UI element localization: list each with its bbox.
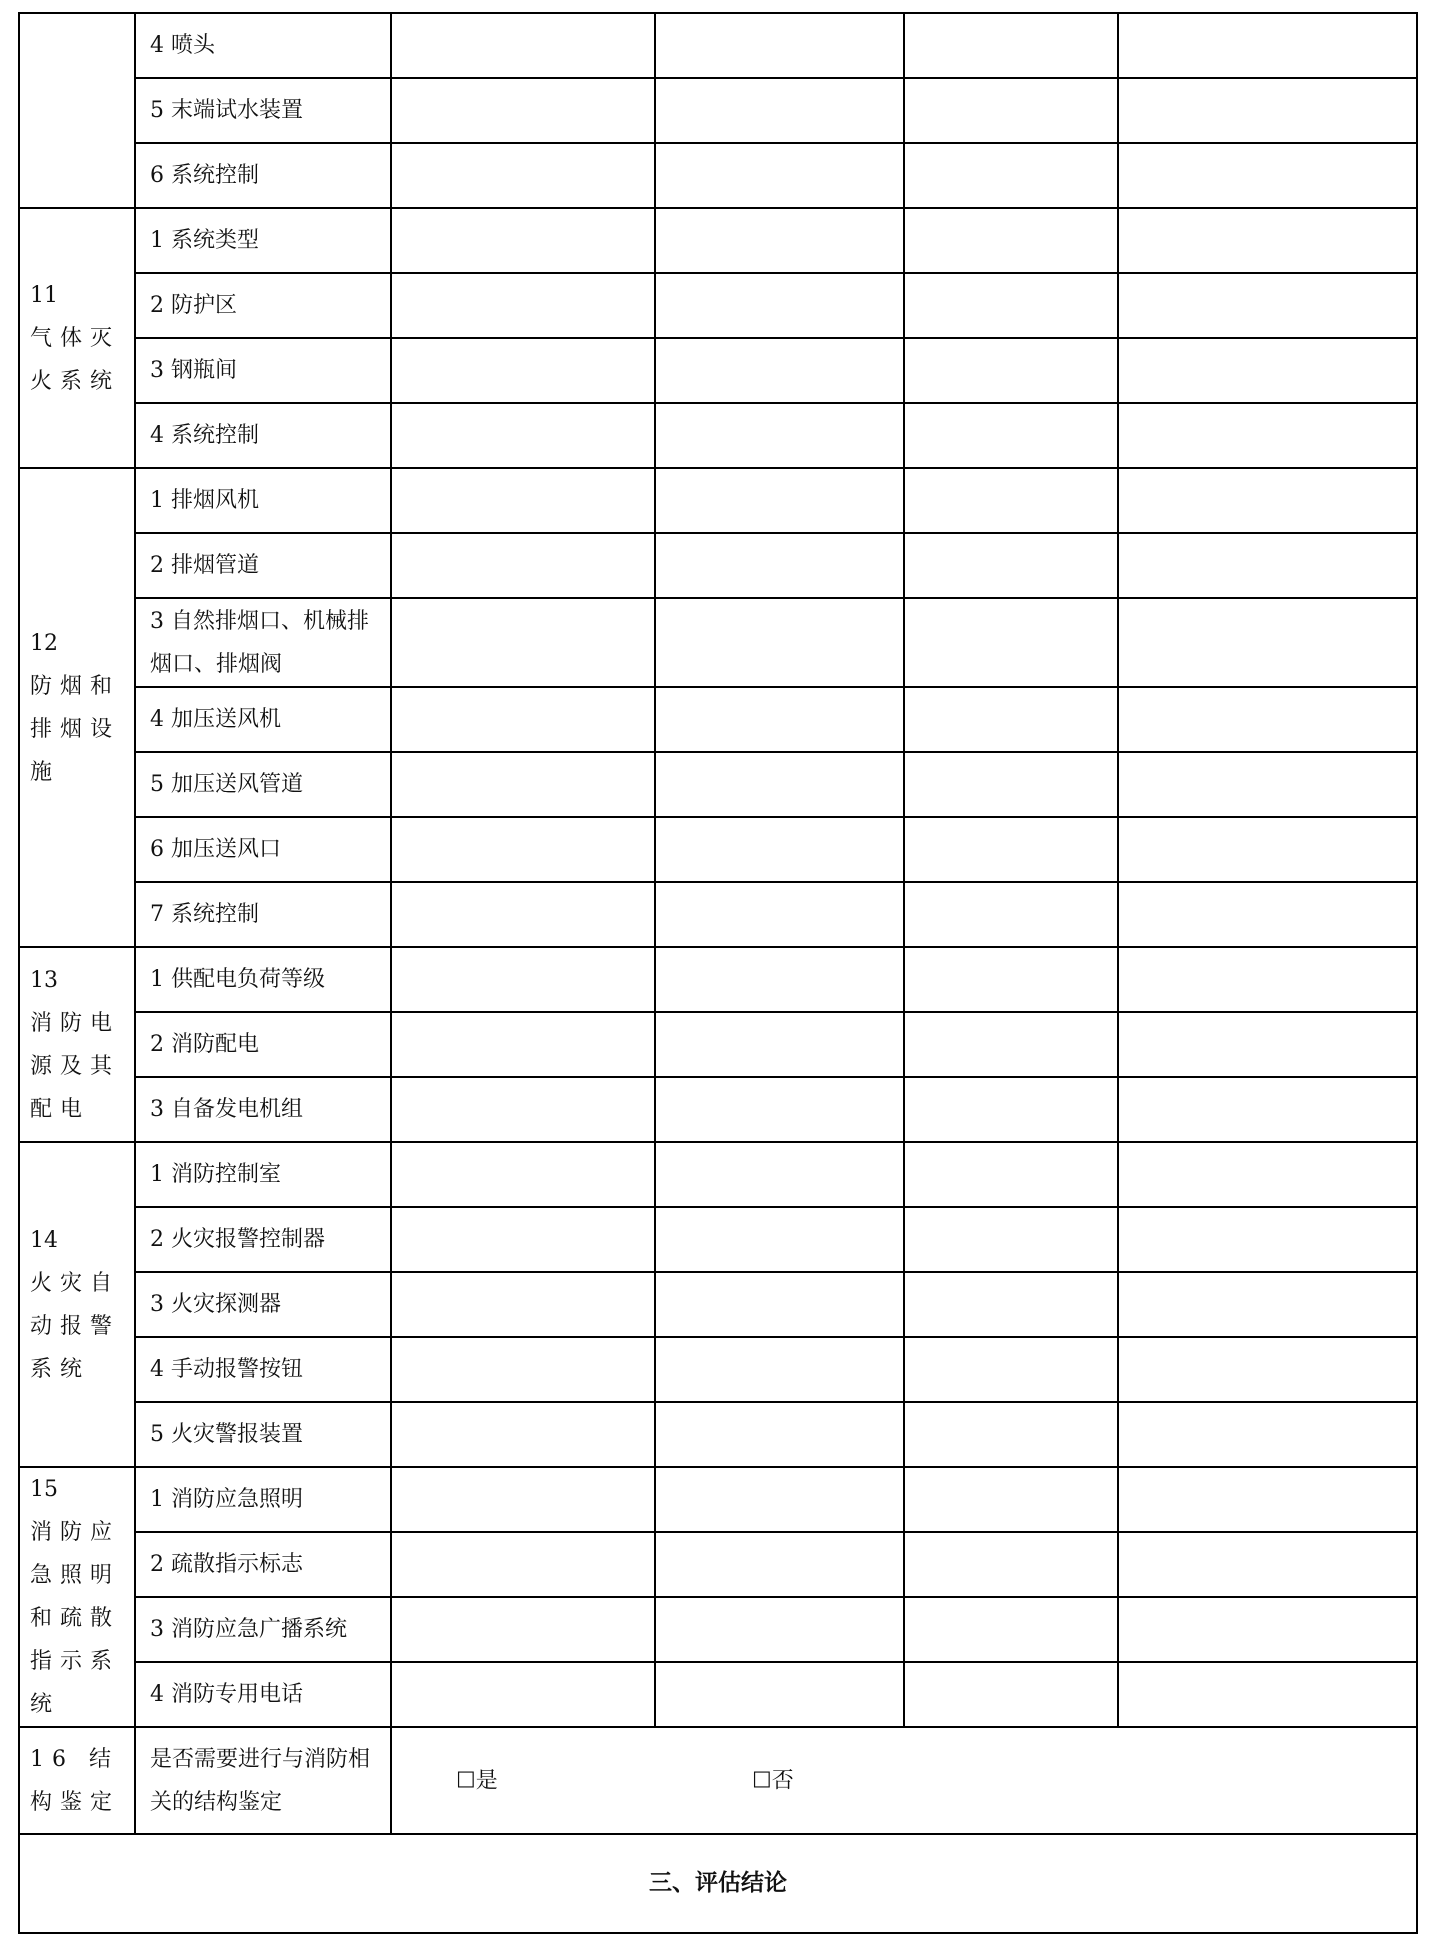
category-title: 气体灭火系统 (30, 325, 121, 394)
table-row (19, 1467, 1417, 1532)
result-cell[interactable] (1118, 143, 1417, 208)
result-cell[interactable] (655, 273, 904, 338)
table-row (19, 882, 1417, 947)
item-label: 4 消防专用电话 (135, 1662, 391, 1727)
category-title: 消防应急照明和疏散指示系统 (30, 1520, 121, 1717)
result-cell[interactable] (1118, 1207, 1417, 1272)
result-cell[interactable] (391, 1597, 655, 1662)
item-label: 7 系统控制 (135, 882, 391, 947)
result-cell[interactable] (391, 1402, 655, 1467)
result-cell[interactable] (391, 598, 655, 687)
item-label: 2 火灾报警控制器 (135, 1207, 391, 1272)
result-cell[interactable] (655, 687, 904, 752)
item-label: 1 消防控制室 (135, 1142, 391, 1207)
result-cell[interactable] (1118, 1532, 1417, 1597)
result-cell[interactable] (391, 468, 655, 533)
table-row (19, 817, 1417, 882)
result-cell[interactable] (904, 1012, 1118, 1077)
result-cell[interactable] (655, 533, 904, 598)
result-cell[interactable] (904, 338, 1118, 403)
result-cell[interactable] (1118, 1012, 1417, 1077)
result-cell[interactable] (904, 1532, 1118, 1597)
table-row (19, 1077, 1417, 1142)
result-cell[interactable] (904, 598, 1118, 687)
table-row (19, 947, 1417, 1012)
result-cell[interactable] (1118, 78, 1417, 143)
result-cell[interactable] (904, 1662, 1118, 1727)
result-cell[interactable] (655, 1272, 904, 1337)
result-cell[interactable] (391, 13, 655, 78)
result-cell[interactable] (1118, 817, 1417, 882)
result-cell[interactable] (904, 1207, 1118, 1272)
table-body (19, 13, 1417, 1933)
result-cell[interactable] (655, 882, 904, 947)
result-cell[interactable] (904, 468, 1118, 533)
structural-assessment-row (19, 1727, 1417, 1834)
item-label: 4 手动报警按钮 (135, 1337, 391, 1402)
no-checkbox-option[interactable]: ☐否 (752, 1768, 794, 1793)
item-label: 5 加压送风管道 (135, 752, 391, 817)
table-row (19, 1272, 1417, 1337)
result-cell[interactable] (655, 1337, 904, 1402)
result-cell[interactable] (904, 1597, 1118, 1662)
category-cell (19, 947, 135, 1142)
item-label: 5 火灾警报装置 (135, 1402, 391, 1467)
result-cell[interactable] (1118, 947, 1417, 1012)
result-cell[interactable] (904, 687, 1118, 752)
result-cell[interactable] (904, 1272, 1118, 1337)
table-row (19, 1597, 1417, 1662)
result-cell[interactable] (655, 947, 904, 1012)
result-cell[interactable] (391, 533, 655, 598)
structural-question: 是否需要进行与消防相关的结构鉴定 (135, 1727, 391, 1834)
result-cell[interactable] (1118, 403, 1417, 468)
result-cell[interactable] (391, 1207, 655, 1272)
table-row (19, 598, 1417, 687)
category-number: 11 (30, 282, 58, 308)
result-cell[interactable] (391, 78, 655, 143)
result-cell[interactable] (391, 687, 655, 752)
result-cell[interactable] (1118, 468, 1417, 533)
result-cell[interactable] (904, 1142, 1118, 1207)
table-row (19, 1402, 1417, 1467)
result-cell[interactable] (655, 1467, 904, 1532)
table-row (19, 1662, 1417, 1727)
item-label: 3 自备发电机组 (135, 1077, 391, 1142)
result-cell[interactable] (1118, 273, 1417, 338)
category-number: 14 (30, 1227, 58, 1253)
result-cell[interactable] (904, 1337, 1118, 1402)
result-cell[interactable] (1118, 752, 1417, 817)
table-row (19, 1012, 1417, 1077)
structural-label: 16 结构鉴定 (19, 1727, 135, 1834)
table-row (19, 338, 1417, 403)
result-cell[interactable] (904, 143, 1118, 208)
result-cell[interactable] (904, 882, 1118, 947)
result-cell[interactable] (655, 1012, 904, 1077)
result-cell[interactable] (904, 1402, 1118, 1467)
table-row (19, 403, 1417, 468)
result-cell[interactable] (1118, 1402, 1417, 1467)
conclusion-row (19, 1834, 1417, 1933)
result-cell[interactable] (655, 143, 904, 208)
category-title: 消防电源及其配电 (30, 1010, 121, 1122)
result-cell[interactable] (391, 1272, 655, 1337)
result-cell[interactable] (391, 1532, 655, 1597)
result-cell[interactable] (391, 752, 655, 817)
result-cell[interactable] (391, 273, 655, 338)
result-cell[interactable] (391, 143, 655, 208)
result-cell[interactable] (904, 947, 1118, 1012)
table-row (19, 143, 1417, 208)
table-row (19, 752, 1417, 817)
result-cell[interactable] (1118, 1337, 1417, 1402)
result-cell[interactable] (1118, 13, 1417, 78)
result-cell[interactable] (655, 338, 904, 403)
result-cell[interactable] (904, 273, 1118, 338)
result-cell[interactable] (1118, 1272, 1417, 1337)
yes-checkbox-option[interactable]: ☐是 (456, 1768, 498, 1793)
category-number: 13 (30, 967, 58, 993)
result-cell[interactable] (1118, 1662, 1417, 1727)
item-label: 1 排烟风机 (135, 468, 391, 533)
result-cell[interactable] (391, 817, 655, 882)
item-label: 4 系统控制 (135, 403, 391, 468)
result-cell[interactable] (391, 947, 655, 1012)
result-cell[interactable] (391, 882, 655, 947)
result-cell[interactable] (391, 1662, 655, 1727)
item-label: 6 系统控制 (135, 143, 391, 208)
result-cell[interactable] (655, 13, 904, 78)
result-cell[interactable] (391, 1142, 655, 1207)
result-cell[interactable] (655, 1142, 904, 1207)
item-label: 2 消防配电 (135, 1012, 391, 1077)
result-cell[interactable] (655, 1402, 904, 1467)
item-label: 2 防护区 (135, 273, 391, 338)
result-cell[interactable] (904, 817, 1118, 882)
item-label: 1 系统类型 (135, 208, 391, 273)
result-cell[interactable] (655, 208, 904, 273)
table-row (19, 1337, 1417, 1402)
category-cell (19, 1467, 135, 1727)
item-label: 3 钢瓶间 (135, 338, 391, 403)
item-label: 3 消防应急广播系统 (135, 1597, 391, 1662)
result-cell[interactable] (904, 78, 1118, 143)
item-label: 6 加压送风口 (135, 817, 391, 882)
result-cell[interactable] (655, 752, 904, 817)
result-cell[interactable] (655, 78, 904, 143)
item-label: 2 排烟管道 (135, 533, 391, 598)
result-cell[interactable] (391, 1077, 655, 1142)
result-cell[interactable] (904, 403, 1118, 468)
result-cell[interactable] (904, 13, 1118, 78)
category-cell (19, 468, 135, 947)
result-cell[interactable] (904, 1467, 1118, 1532)
result-cell[interactable] (391, 1337, 655, 1402)
result-cell[interactable] (391, 338, 655, 403)
conclusion-heading: 三、评估结论 (19, 1834, 1417, 1933)
table-row (19, 687, 1417, 752)
table-row (19, 1532, 1417, 1597)
result-cell[interactable] (904, 752, 1118, 817)
result-cell[interactable] (1118, 338, 1417, 403)
category-cell (19, 1142, 135, 1467)
structural-options-cell (391, 1727, 1417, 1834)
result-cell[interactable] (904, 533, 1118, 598)
table-row (19, 1142, 1417, 1207)
result-cell[interactable] (1118, 1142, 1417, 1207)
result-cell[interactable] (391, 208, 655, 273)
result-cell[interactable] (1118, 208, 1417, 273)
result-cell[interactable] (1118, 1597, 1417, 1662)
table-row (19, 1207, 1417, 1272)
table-row (19, 468, 1417, 533)
result-cell[interactable] (904, 208, 1118, 273)
result-cell[interactable] (655, 817, 904, 882)
item-label: 3 火灾探测器 (135, 1272, 391, 1337)
result-cell[interactable] (1118, 1077, 1417, 1142)
result-cell[interactable] (655, 1597, 904, 1662)
category-title: 火灾自动报警系统 (30, 1270, 121, 1382)
result-cell[interactable] (1118, 533, 1417, 598)
table-row (19, 533, 1417, 598)
result-cell[interactable] (391, 403, 655, 468)
inspection-table (18, 12, 1418, 1934)
result-cell[interactable] (655, 468, 904, 533)
item-label: 5 末端试水装置 (135, 78, 391, 143)
result-cell[interactable] (655, 1207, 904, 1272)
table-row (19, 273, 1417, 338)
result-cell[interactable] (1118, 882, 1417, 947)
result-cell[interactable] (391, 1012, 655, 1077)
item-label: 2 疏散指示标志 (135, 1532, 391, 1597)
result-cell[interactable] (391, 1467, 655, 1532)
table-row (19, 208, 1417, 273)
category-number: 15 (30, 1477, 58, 1502)
category-title: 防烟和排烟设施 (30, 673, 121, 785)
table-row (19, 78, 1417, 143)
result-cell[interactable] (655, 1532, 904, 1597)
table-row (19, 13, 1417, 78)
result-cell[interactable] (904, 1077, 1118, 1142)
result-cell[interactable] (655, 1077, 904, 1142)
result-cell[interactable] (655, 1662, 904, 1727)
category-cell (19, 208, 135, 468)
result-cell[interactable] (655, 598, 904, 687)
category-cell (19, 13, 135, 208)
category-number: 12 (30, 630, 58, 656)
result-cell[interactable] (1118, 1467, 1417, 1532)
item-label: 4 加压送风机 (135, 687, 391, 752)
result-cell[interactable] (1118, 598, 1417, 687)
item-label: 1 消防应急照明 (135, 1467, 391, 1532)
item-label: 3 自然排烟口、机械排烟口、排烟阀 (135, 598, 391, 687)
item-label: 4 喷头 (135, 13, 391, 78)
result-cell[interactable] (655, 403, 904, 468)
result-cell[interactable] (1118, 687, 1417, 752)
item-label: 1 供配电负荷等级 (135, 947, 391, 1012)
